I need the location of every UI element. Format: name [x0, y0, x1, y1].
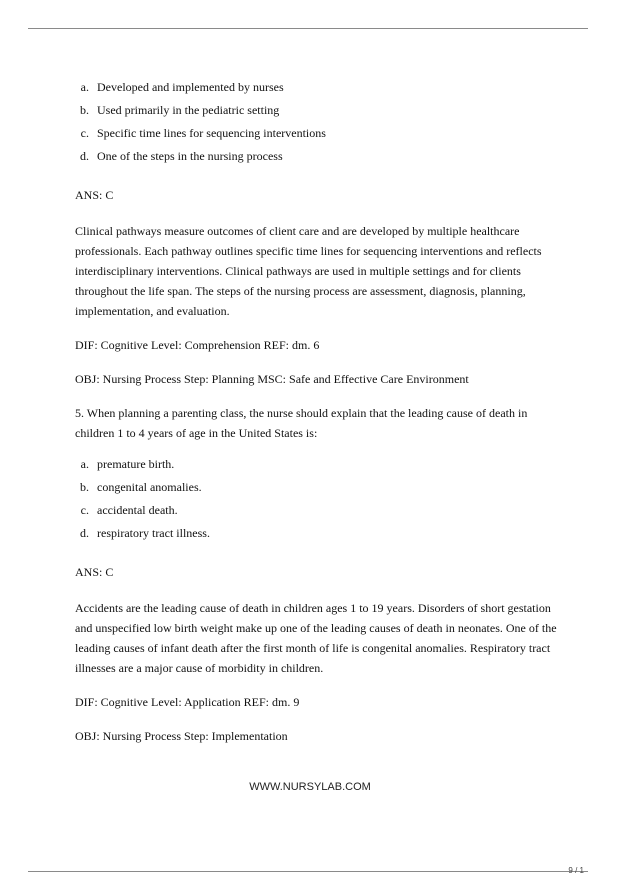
option-letter: b.	[80, 103, 89, 117]
q5-option-a	[75, 453, 565, 476]
option-letter: c.	[80, 126, 89, 140]
q4-answer: ANS: C	[75, 188, 114, 202]
option-letter: d.	[80, 149, 89, 163]
option-letter: c.	[80, 503, 89, 517]
q4-objective: OBJ: Nursing Process Step: Planning MSC: Safe and Effective Care Environment	[75, 372, 469, 386]
page-number: 9 / 1	[568, 866, 584, 875]
option-text: premature birth.	[97, 457, 175, 471]
option-letter: a.	[80, 80, 89, 94]
q5-option-d	[75, 522, 565, 545]
q5-option-c	[75, 499, 565, 522]
q5-answer: ANS: C	[75, 565, 114, 579]
q5-option-b	[75, 476, 565, 499]
q4-rationale: Clinical pathways measure outcomes of client care and are developed by multiple healthcare professionals. Each pathway outlines specific time lines for sequencing interventions and reflects interdisciplinary interventions. Clinical pathways are used in multiple settings and for clients throughout the life span. The steps of the nursing process are assessment, diagnosis, planning, implementation, and evaluation.	[75, 224, 542, 318]
option-text: respiratory tract illness.	[97, 526, 210, 540]
option-letter: a.	[80, 457, 89, 471]
q5-stem: 5. When planning a parenting class, the nurse should explain that the leading cause of death in children 1 to 4 years of age in the United States is:	[75, 406, 528, 440]
q4-option-b	[75, 99, 565, 122]
option-text: Used primarily in the pediatric setting	[97, 103, 280, 117]
footer-divider	[28, 871, 588, 872]
option-text: Specific time lines for sequencing interventions	[97, 126, 326, 140]
q4-difficulty: DIF: Cognitive Level: Comprehension REF: dm. 6	[75, 338, 320, 352]
option-letter: b.	[80, 480, 89, 494]
q4-option-d	[75, 145, 565, 168]
q5-options	[75, 453, 565, 545]
q5-objective: OBJ: Nursing Process Step: Implementation	[75, 729, 288, 743]
document-body	[75, 76, 565, 746]
q4-option-a	[75, 76, 565, 99]
option-text: accidental death.	[97, 503, 178, 517]
q5-rationale: Accidents are the leading cause of death in children ages 1 to 19 years. Disorders of short gestation and unspecified low birth weight make up one of the leading causes of death in neonates. One of the leading causes of infant death after the first month of life is congenital anomalies. Respiratory tract illnesses are a major cause of morbidity in children.	[75, 601, 557, 675]
option-text: congenital anomalies.	[97, 480, 202, 494]
option-text: Developed and implemented by nurses	[97, 80, 284, 94]
option-letter: d.	[80, 526, 89, 540]
header-divider	[28, 28, 588, 29]
footer-site-link[interactable]: WWW.NURSYLAB.COM	[249, 781, 371, 793]
q4-options	[75, 76, 565, 168]
option-text: One of the steps in the nursing process	[97, 149, 283, 163]
q4-option-c	[75, 122, 565, 145]
q5-difficulty: DIF: Cognitive Level: Application REF: dm. 9	[75, 695, 300, 709]
